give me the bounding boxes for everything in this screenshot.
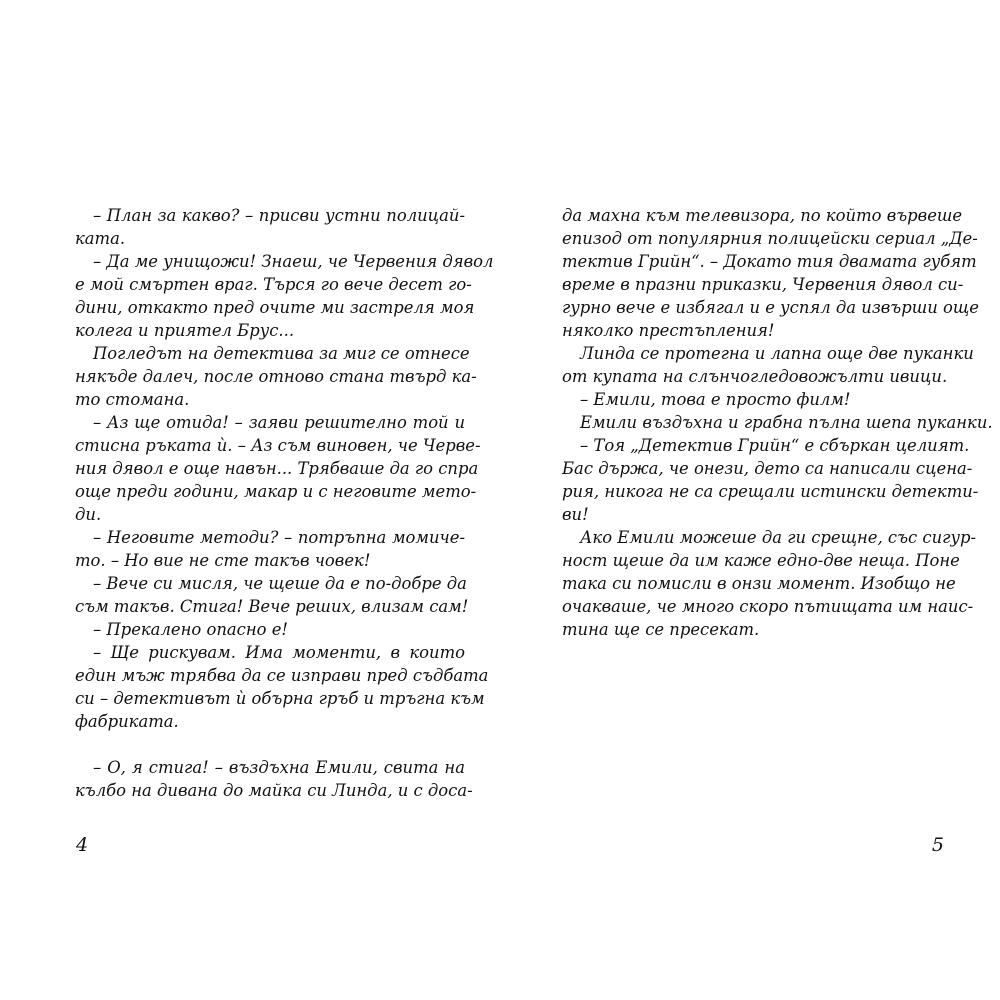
- text-line: Бас държа, че онези, дето са написали сцена-: [562, 459, 973, 478]
- text-line: рия, никога не са срещали истински детекти-: [562, 482, 979, 501]
- text-line: Ако Емили можеше да ги срещне, със сигур-: [580, 528, 976, 547]
- text-line: дини, откакто пред очите ми застреля моя: [75, 298, 475, 317]
- text-line: то. – Но вие не сте такъв човек!: [75, 551, 371, 570]
- text-line: ния дявол е още навън... Трябваше да го спра: [75, 459, 479, 478]
- text-line: Емили въздъхна и грабна пълна шепа пуканки.: [580, 413, 993, 432]
- text-line: ката.: [75, 229, 126, 248]
- text-line: няколко престъпления!: [562, 321, 775, 340]
- text-line: – О, я стига! – въздъхна Емили, свита на: [93, 758, 465, 777]
- text-line: гурно вече е избягал и е успял да извърши още: [562, 298, 979, 317]
- text-line: Погледът на детектива за миг се отнесе: [93, 344, 470, 363]
- right-page: [500, 0, 1000, 1000]
- text-line: някъде далеч, после отново стана твърд ка-: [75, 367, 477, 386]
- text-line: тина ще се пресекат.: [562, 620, 760, 639]
- text-line: – Емили, това е просто филм!: [580, 390, 851, 409]
- text-line: ви!: [562, 505, 589, 524]
- right-page-text: [562, 204, 993, 641]
- right-page-number: 5: [931, 834, 944, 856]
- text-line: – Да ме унищожи! Знаеш, че Червения дявол: [93, 252, 494, 271]
- text-line: ност щеше да им каже едно-две неща. Поне: [562, 551, 960, 570]
- text-line: съм такъв. Стига! Вече реших, влизам сам!: [75, 597, 469, 616]
- text-line: – Тоя „Детектив Грийн“ е сбъркан целият.: [580, 436, 970, 455]
- text-line: то стомана.: [75, 390, 190, 409]
- text-line: епизод от популярния полицейски сериал „Де-: [562, 229, 978, 248]
- text-line: стисна ръката ѝ. – Аз съм виновен, че Черве-: [75, 436, 481, 455]
- text-line: ди.: [75, 505, 102, 524]
- text-line: така си помисли в онзи момент. Изобщо не: [562, 574, 956, 593]
- text-line: – План за какво? – присви устни полицай-: [93, 206, 465, 225]
- text-line: – Неговите методи? – потръпна момиче-: [93, 528, 465, 547]
- text-line: кълбо на дивана до майка си Линда, и с доса-: [75, 781, 473, 800]
- left-page-text: [75, 204, 494, 802]
- left-page-number: 4: [76, 834, 89, 856]
- text-line: е мой смъртен враг. Търся го вече десет го-: [75, 275, 472, 294]
- text-line: от купата на слънчогледовожълти ивици.: [562, 367, 948, 386]
- text-line: – Прекалено опасно е!: [93, 620, 288, 639]
- text-line: да махна към телевизора, по който вървеше: [562, 206, 963, 225]
- text-line: – Вече си мисля, че щеше да е по-добре да: [93, 574, 467, 593]
- text-line: тектив Грийн“. – Докато тия двамата губят: [562, 252, 977, 271]
- text-line: още преди години, макар и с неговите мето-: [75, 482, 477, 501]
- text-line: – Аз ще отида! – заяви решително той и: [93, 413, 465, 432]
- text-line: – Ще рискувам. Има моменти, в които: [93, 643, 465, 662]
- text-line: време в празни приказки, Червения дявол си-: [562, 275, 964, 294]
- text-line: [75, 733, 465, 756]
- text-line: един мъж трябва да се изправи пред съдбата: [75, 666, 489, 685]
- text-line: си – детективът ѝ обърна гръб и тръгна към: [75, 689, 485, 708]
- text-line: Линда се протегна и лапна още две пуканки: [580, 344, 974, 363]
- text-line: колега и приятел Брус...: [75, 321, 295, 340]
- text-line: фабриката.: [75, 712, 179, 731]
- text-line: очакваше, че много скоро пътищата им наис-: [562, 597, 974, 616]
